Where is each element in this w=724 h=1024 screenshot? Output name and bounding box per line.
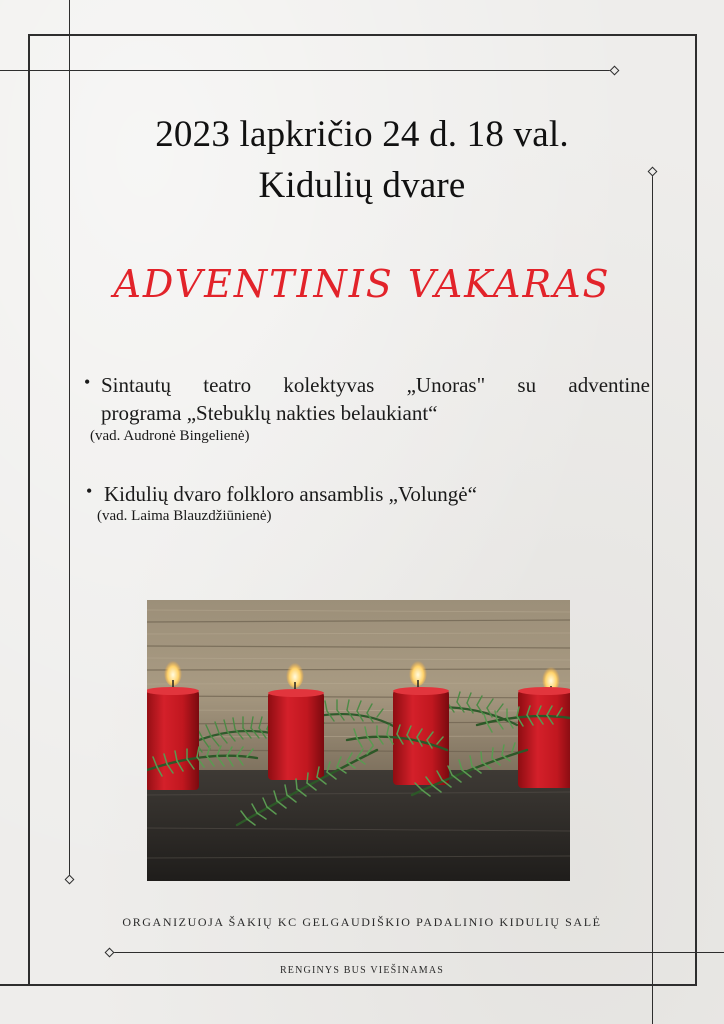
frame-line-bottom: [0, 984, 697, 986]
program-item-1-line-1: Sintautų teatro kolektyvas „Unoras" su adventine: [101, 373, 650, 397]
event-title: ADVENTINIS VAKARAS: [113, 262, 611, 306]
organizer-text: ORGANIZUOJA ŠAKIŲ KC GELGAUDIŠKIO PADALINIO KIDULIŲ SALĖ: [122, 915, 602, 929]
program-item-1-leader: (vad. Audronė Bingelienė): [90, 428, 250, 444]
bullet-icon: •: [86, 481, 93, 501]
advent-candles-photo: [147, 600, 570, 881]
program-item-2-line-1: Kidulių dvaro folkloro ansamblis „Volungė“: [104, 482, 477, 506]
event-place: Kidulių dvare: [258, 165, 466, 206]
publicity-note: RENGINYS BUS VIEŠINAMAS: [279, 965, 445, 976]
inner-line-left-end-icon: [65, 875, 75, 885]
program-item-2-leader: (vad. Laima Blauzdžiūnienė): [97, 508, 272, 524]
inner-line-bottom: [110, 952, 724, 953]
inner-line-top-end-icon: [610, 66, 620, 76]
bullet-icon: •: [84, 372, 91, 392]
inner-line-top: [0, 70, 614, 71]
frame-line-top: [28, 34, 697, 36]
inner-line-bottom-end-icon: [105, 948, 115, 958]
event-date-time: 2023 lapkričio 24 d. 18 val.: [155, 114, 569, 155]
program-item-1-line-2: programa „Stebuklų nakties belaukiant“: [101, 401, 438, 425]
